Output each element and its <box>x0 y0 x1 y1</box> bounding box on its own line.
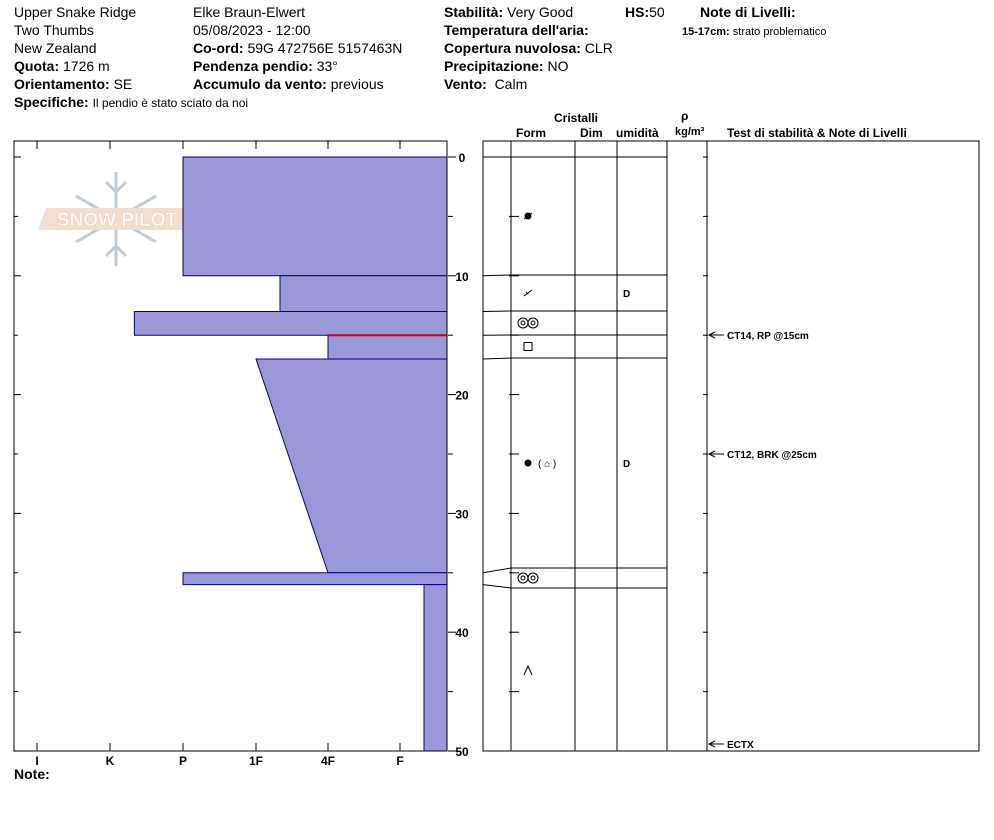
form-glyph-5-inner-0 <box>521 576 525 580</box>
stability-label: Stabilità: <box>444 4 504 20</box>
wind-label: Vento: <box>444 76 487 92</box>
depth-connector-5 <box>483 585 511 588</box>
form-glyph-1 <box>524 290 532 296</box>
wind-value: Calm <box>494 76 528 92</box>
hardness-layer-5 <box>183 573 447 585</box>
rho-header: ρ <box>681 109 689 123</box>
form-glyph-4 <box>525 460 531 466</box>
slope-label: Pendenza pendio: <box>193 58 313 74</box>
wind-loading-label: Accumulo da vento: <box>193 76 327 92</box>
hs-label: HS: <box>625 4 650 20</box>
moisture-header: umidità <box>616 126 659 140</box>
hardness-layer-4 <box>256 359 447 573</box>
stability-value: Very Good <box>507 4 574 20</box>
air-temp-label: Temperatura dell'aria: <box>444 22 589 38</box>
watermark-logo <box>38 172 194 266</box>
form-glyph-2-inner-1 <box>531 321 535 325</box>
observer-name: Elke Braun-Elwert <box>193 4 306 20</box>
form-glyph-5-outer-0 <box>518 573 528 583</box>
form-glyph-2-outer-0 <box>518 318 528 328</box>
tests-header: Test di stabilità & Note di Livelli <box>727 126 907 140</box>
crystal-table <box>483 141 979 751</box>
form-glyph-3-square <box>524 343 532 351</box>
form-glyph-6-caret <box>524 666 532 675</box>
specifics-value: Il pendio è stato sciato da noi <box>92 96 249 110</box>
form-header: Form <box>516 126 546 140</box>
country-name: New Zealand <box>14 40 97 56</box>
elevation-value: 1726 m <box>63 58 110 74</box>
depth-connector-0 <box>483 275 511 276</box>
area-name: Two Thumbs <box>14 22 94 38</box>
observation-datetime: 05/08/2023 - 12:00 <box>193 22 311 38</box>
hs-value: 50 <box>649 4 665 20</box>
coord-value: 59G 472756E 5157463N <box>247 40 403 56</box>
table-frame <box>483 141 979 751</box>
slope-value: 33° <box>316 58 338 74</box>
location-name: Upper Snake Ridge <box>14 4 137 20</box>
x-tick-label-F: F <box>396 754 404 768</box>
depth-connector-4 <box>483 568 511 573</box>
hardness-layer-6 <box>424 585 447 751</box>
hardness-layer-3 <box>328 335 447 359</box>
x-tick-label-1F: 1F <box>248 754 264 768</box>
specifics-label: Specifiche: <box>14 94 89 110</box>
form-glyph-4-dot <box>525 460 531 466</box>
layer-note-text: strato problematico <box>732 26 827 38</box>
layer-notes-label: Note di Livelli: <box>700 4 796 20</box>
form-glyph-5 <box>518 573 538 583</box>
form-glyph-2-inner-0 <box>521 321 525 325</box>
y-tick-label-0: 0 <box>458 151 466 165</box>
moisture-4: D <box>623 459 631 470</box>
precip-label: Precipitazione: <box>444 58 544 74</box>
form-glyph-5-outer-1 <box>528 573 538 583</box>
aspect-value: SE <box>113 76 133 92</box>
form-glyph-6 <box>524 666 532 675</box>
hardness-plot <box>134 157 447 751</box>
x-tick-label-P: P <box>178 754 188 768</box>
secondary-form-4: ( ⌂ ) <box>538 459 557 470</box>
y-tick-label-50: 50 <box>455 745 469 759</box>
hardness-layer-2 <box>134 311 447 335</box>
form-glyph-2-outer-1 <box>528 318 538 328</box>
x-tick-label-4F: 4F <box>320 754 336 768</box>
moisture-1: D <box>623 289 631 300</box>
test-label-0: CT14, RP @15cm <box>727 331 809 342</box>
watermark-text: SNOW PILOT <box>56 210 178 231</box>
y-tick-label-10: 10 <box>455 269 469 284</box>
aspect-label: Orientamento: <box>14 76 110 92</box>
hardness-layer-0 <box>183 157 447 276</box>
coord-label: Co-ord: <box>193 40 244 56</box>
test-label-1: CT12, BRK @25cm <box>727 450 817 461</box>
form-glyph-2 <box>518 318 538 328</box>
form-glyph-1-stroke <box>524 290 532 296</box>
size-header: Dim <box>580 126 603 140</box>
y-tick-label-30: 30 <box>455 507 469 522</box>
form-glyph-3 <box>524 343 532 351</box>
test-label-2: ECTX <box>727 740 754 751</box>
hardness-layer-1 <box>280 276 447 312</box>
x-tick-label-I: I <box>35 754 39 768</box>
y-tick-label-40: 40 <box>455 626 469 641</box>
density-header: kg/m³ <box>675 126 705 138</box>
layer-note-depth: 15-17cm: <box>682 26 730 38</box>
form-glyph-5-inner-1 <box>531 576 535 580</box>
y-tick-label-20: 20 <box>455 388 469 403</box>
x-tick-label-K: K <box>105 754 115 768</box>
form-glyph-0 <box>524 213 532 219</box>
sky-label: Copertura nuvolosa: <box>444 40 581 56</box>
depth-connector-3 <box>483 358 511 359</box>
sky-value: CLR <box>584 40 613 56</box>
elevation-label: Quota: <box>14 58 60 74</box>
wind-loading-value: previous <box>330 76 384 92</box>
note-label: Note: <box>14 766 50 782</box>
precip-value: NO <box>547 58 569 74</box>
crystals-header: Cristalli <box>554 111 599 125</box>
